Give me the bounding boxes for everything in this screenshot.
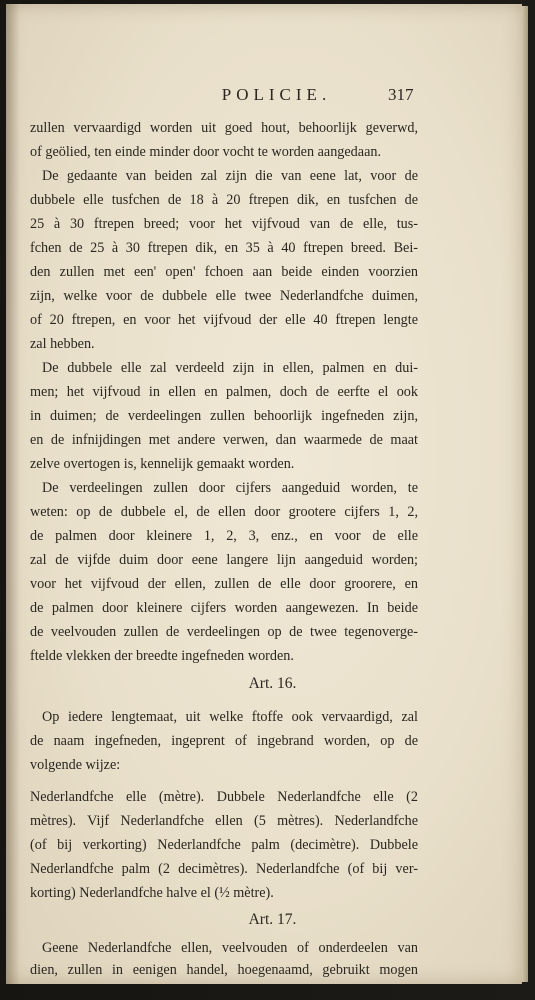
page-fore-edge [522, 6, 528, 982]
text-line: De verdeelingen zullen door cijfers aangeduid worden, te [42, 480, 418, 496]
text-line: de palmen door kleinere 1, 2, 3, enz., en voor de elle [30, 528, 418, 544]
text-line: de veelvouden zullen de verdeelingen op de twee tegenoverge- [30, 624, 418, 640]
article-heading-16: Art. 16. [248, 675, 297, 692]
text-line: fchen de 25 à 30 ftrepen dik, en 35 à 40 ftrepen breed. Bei- [30, 240, 418, 256]
text-line: de palmen door kleinere cijfers worden aangewezen. In beide [30, 600, 418, 616]
text-line: (of bij verkorting) Nederlandfche palm (decimètre). Dubbele [30, 837, 418, 853]
page-number: 317 [388, 85, 414, 104]
running-head: POLICIE. [221, 85, 332, 104]
text-line: zal de vijfde duim door eene langere lijn aangeduid worden; [30, 552, 418, 568]
text-line: De dubbele elle zal verdeeld zijn in ellen, palmen en dui- [42, 360, 418, 376]
text-line: Nederlandfche palm (2 decimètres). Nederlandfche (of bij ver- [30, 861, 418, 877]
text-line: mètres). Vijf Nederlandfche ellen (5 mètres). Nederlandfche [30, 813, 418, 829]
text-line: den zullen met een' open' fchoen aan beide einden voorzien [30, 264, 418, 280]
text-line: dien, zullen in eenigen handel, hoegenaamd, gebruikt mogen [30, 962, 418, 978]
text-line: korting) Nederlandfche halve el (½ mètre). [30, 885, 274, 901]
text-line: weten: op de dubbele el, de ellen door grootere cijfers 1, 2, [30, 504, 418, 520]
text-line: 25 à 30 ftrepen breed; voor het vijfvoud van de elle, tus- [30, 216, 418, 232]
text-line: zal hebben. [30, 336, 95, 352]
text-line: Op iedere lengtemaat, uit welke ftoffe ook vervaardigd, zal [42, 709, 418, 725]
text-line: voor het vijfvoud der ellen, zullen de elle door groorere, en [30, 576, 418, 592]
text-line: dubbele elle tusfchen de 18 à 20 ftrepen dik, en tusfchen de [30, 192, 418, 208]
text-line: volgende wijze: [30, 757, 121, 773]
text-line: De gedaante van beiden zal zijn die van eene lat, voor de [42, 168, 418, 184]
text-line: in duimen; de verdeelingen zullen behoorlijk ingefneden zijn, [30, 408, 418, 424]
article-heading-17: Art. 17. [248, 911, 297, 928]
text-line: ftelde vlekken der breedte ingefneden worden. [30, 648, 294, 664]
text-line: men; het vijfvoud in ellen en palmen, doch de eerfte el ook [30, 384, 418, 400]
text-line: en de infnijdingen met andere verwen, dan waarmede de maat [30, 432, 418, 448]
text-line: de naam ingefneden, ingeprent of ingebrand worden, op de [30, 733, 418, 749]
text-line: of 20 ftrepen, en voor het vijfvoud der elle 40 ftrepen lengte [30, 312, 418, 328]
text-line: zijn, welke voor de dubbele elle twee Nederlandfche duimen, [30, 288, 418, 304]
page-gutter-shadow [6, 4, 20, 984]
text-line: Geene Nederlandfche ellen, veelvouden of onderdeelen van [42, 940, 418, 956]
text-line: zelve overtogen is, kennelijk gemaakt worden. [30, 456, 295, 472]
text-line: Nederlandfche elle (mètre). Dubbele Nederlandfche elle (2 [30, 789, 418, 805]
text-line: zullen vervaardigd worden uit goed hout, behoorlijk geverwd, [30, 120, 418, 136]
text-line: of geölied, ten einde minder door vocht te worden aangedaan. [30, 144, 382, 160]
